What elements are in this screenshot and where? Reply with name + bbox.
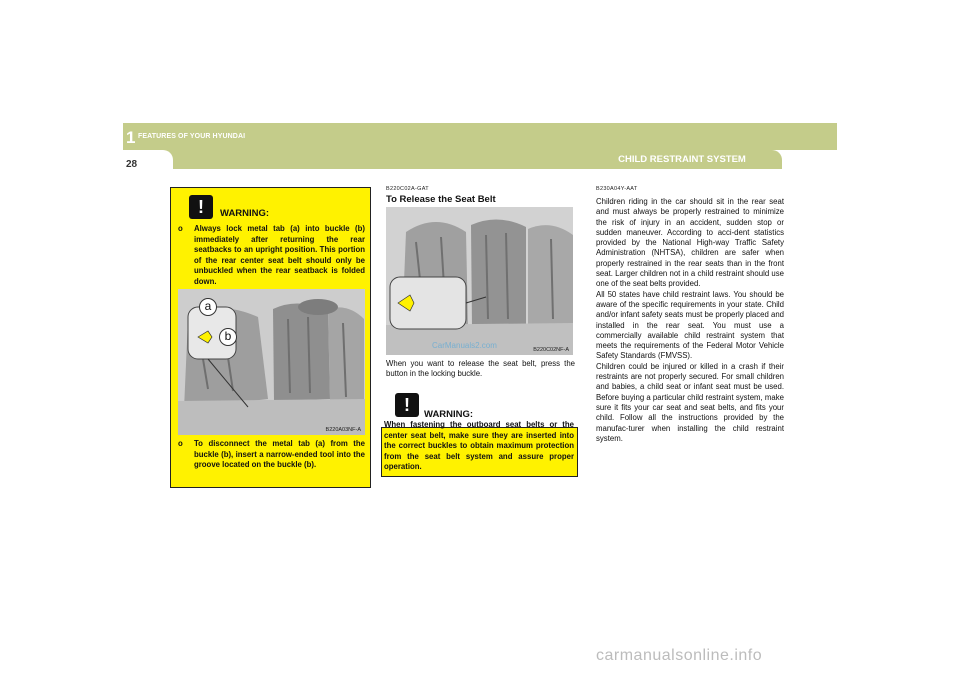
chapter-title: FEATURES OF YOUR HYUNDAI xyxy=(138,133,246,140)
warning-text: When fastening the outboard seat belts or the center seat belt, make sure they are inserted into the correct buckles to obtain maximum protection from the seat belt system and assure proper operation. xyxy=(384,420,574,471)
section-heading: To Release the Seat Belt xyxy=(386,194,496,205)
callout-b: b xyxy=(219,328,237,346)
bullet-text: To disconnect the metal tab (a) from the buckle (b), insert a narrow-ended tool into the groove located on the buckle (b). xyxy=(194,439,365,469)
bullet-text: Always lock metal tab (a) into buckle (b) immediately after returning the rear seatbacks to an upright position. This portion of the rear center seat belt should only be unbuckled when the rear seatback is folded down. xyxy=(194,224,365,286)
exclamation-icon: ! xyxy=(189,195,213,219)
exclamation-icon: ! xyxy=(395,393,419,417)
footer-watermark: carmanualsonline.info xyxy=(596,647,763,664)
seat-belt-release-photo xyxy=(386,207,573,355)
callout-a: a xyxy=(199,298,217,316)
warning-title: WARNING: xyxy=(424,409,474,420)
section-tab xyxy=(582,150,782,169)
child-restraint-text: Children riding in the car should sit in the rear seat and must always be properly restrained to minimize the risk of injury in an accident, sudden stop or sudden maneuver. According to acci-dent statistics provided by the National High-way Traffic Safety Administration (NHTSA), children are safer when properly restrained in the rear seats than in the front seat. Larger children not in a child restraint should use one of the seat belts provided. All 50 states have child restraint laws. You should be aware of the specific requirements in your state. Child and/or infant safety seats must be properly placed and installed in the rear seat. You must use a commercially available child restraint system that meets the requirements of the Federal Motor Vehicle Safety Standards (FMVSS). Children could be injured or killed in a crash if their restraints are not properly secured. For small children and babies, a child seat or infant seat must be used. Before buying a particular child restraint system, make sure it fits your car seat and seat belts, and fits your child. Follow all the instructions provided by the manufac-turer when installing the child restraint system. xyxy=(596,197,784,443)
rear-seat-photo xyxy=(178,289,365,435)
seat-belt-illustration xyxy=(386,207,573,355)
warning-box-left xyxy=(170,187,371,488)
warning-title: WARNING: xyxy=(220,208,270,219)
bullet-item xyxy=(178,224,365,287)
chapter-number: 1 xyxy=(126,128,136,147)
image-watermark: CarManuals2.com xyxy=(432,341,497,350)
image-code: B220C02NF-A xyxy=(533,347,569,353)
bullet-marker: o xyxy=(178,224,183,233)
warning-box-middle xyxy=(381,395,578,477)
page-number: 28 xyxy=(126,159,138,170)
section-code: B230A04Y-AAT xyxy=(596,186,638,192)
bullet-marker: o xyxy=(178,439,183,448)
image-code: B220A03NF-A xyxy=(325,427,361,433)
section-title: CHILD RESTRAINT SYSTEM xyxy=(618,154,746,165)
section-code: B220C02A-GAT xyxy=(386,186,429,192)
release-instructions: When you want to release the seat belt, press the button in the locking buckle. xyxy=(386,359,575,379)
bullet-item xyxy=(178,439,365,471)
